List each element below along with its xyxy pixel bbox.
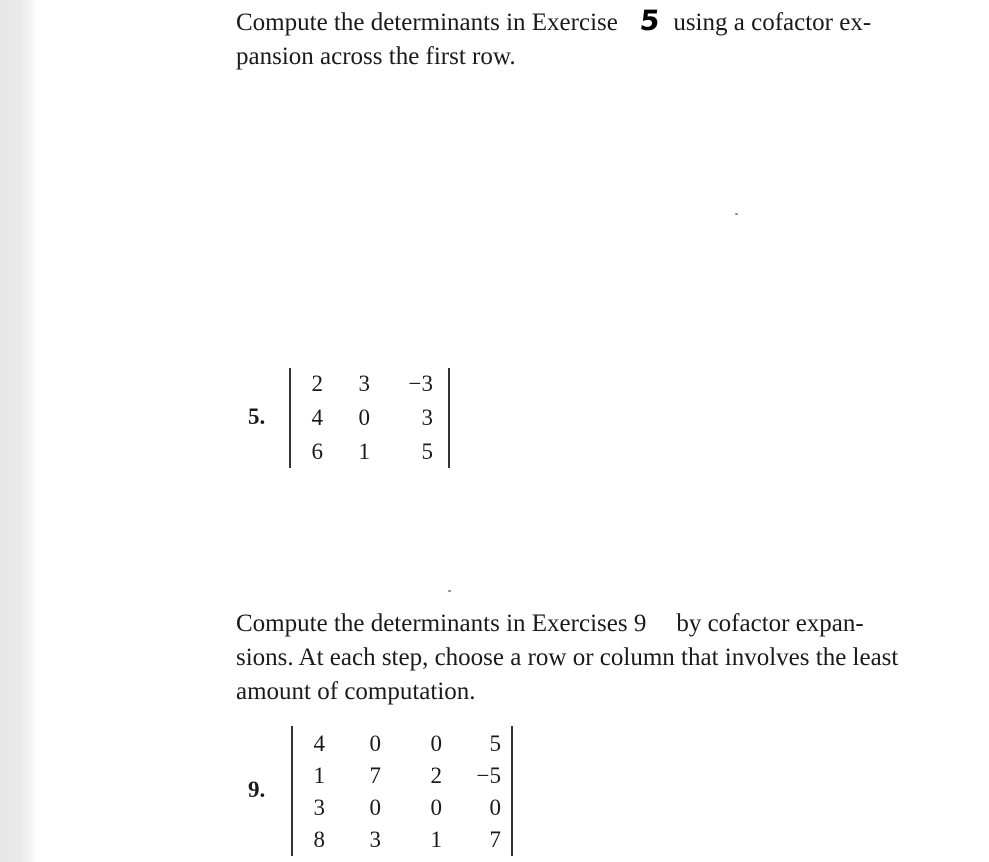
instruction1-text-c: pansion across the first row. [236, 43, 516, 70]
matrix-cell: 0 [369, 731, 381, 756]
instruction-paragraph-2 [236, 607, 898, 709]
matrix-cell: 0 [430, 795, 442, 820]
matrix-cell: 0 [430, 731, 442, 756]
matrix-cell: 6 [311, 439, 323, 464]
matrix-cell: 1 [313, 763, 325, 788]
scan-speck [735, 213, 738, 215]
instruction2-text-b: by cofactor expan- [676, 610, 864, 637]
matrix-cell: 0 [489, 795, 501, 820]
exercise-5-label: 5. [248, 404, 266, 429]
matrix-cell: 5 [421, 439, 433, 464]
matrix-cell: 1 [358, 439, 370, 464]
matrix-cell: 8 [313, 827, 325, 852]
matrix-cell: 7 [369, 763, 381, 788]
matrix-cell: 4 [311, 405, 323, 430]
instruction1-text-b: using a cofactor ex- [673, 9, 872, 36]
matrix-cell: 4 [313, 731, 325, 756]
matrix-cell: −5 [476, 763, 501, 788]
exercise-9-determinant [291, 726, 513, 856]
matrix-cell: 5 [489, 731, 501, 756]
matrix-cell: 1 [430, 827, 442, 852]
instruction2-text-a: Compute the determinants in Exercises 9 [236, 610, 647, 637]
matrix-cell: 2 [311, 371, 323, 396]
matrix-cell: 3 [358, 371, 370, 396]
left-scroll-rail [0, 0, 37, 862]
exercise-5-determinant [289, 368, 450, 468]
exercise-9-label: 9. [248, 777, 266, 802]
matrix-cell: 7 [489, 827, 501, 852]
matrix-cell: −3 [408, 371, 433, 396]
instruction2-text-d: amount of computation. [236, 678, 476, 705]
handwritten-exercise-number: 5 [638, 4, 662, 37]
instruction2-text-c: sions. At each step, choose a row or column that involves the least [236, 644, 899, 671]
scan-speck [448, 590, 451, 592]
matrix-cell: 0 [369, 795, 381, 820]
matrix-cell: 3 [313, 795, 325, 820]
instruction-paragraph-1 [236, 4, 871, 74]
matrix-cell: 0 [358, 405, 370, 430]
matrix-cell: 3 [421, 405, 433, 430]
matrix-cell: 2 [430, 763, 442, 788]
document-page [36, 0, 989, 862]
matrix-cell: 3 [369, 827, 381, 852]
instruction1-text-a: Compute the determinants in Exercise [236, 9, 618, 36]
